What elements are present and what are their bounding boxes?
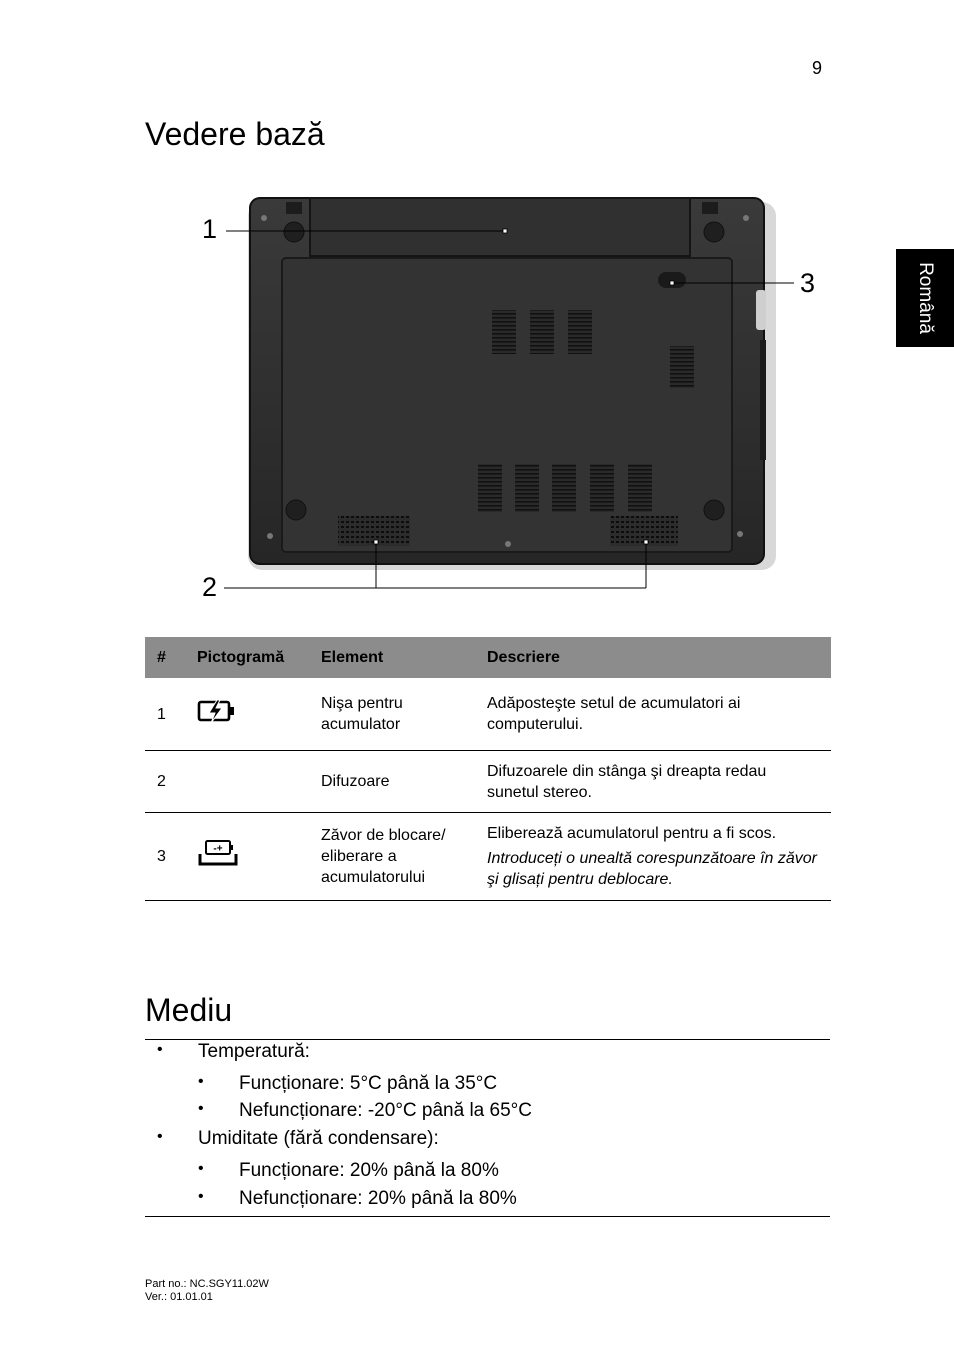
bullet-temp-operating: • Funcționare: 5°C până la 35°C [198, 1073, 498, 1094]
bullet-dot: • [198, 1188, 204, 1205]
bullet-humidity-operating: • Funcționare: 20% până la 80% [198, 1160, 499, 1181]
callout-3: 3 [800, 268, 816, 298]
section-bottom-rule [145, 1216, 830, 1217]
bullet-dot: • [157, 1128, 163, 1145]
table-row [145, 751, 831, 813]
bullet-temp-non-operating: • Nefuncționare: -20°C până la 65°C [198, 1100, 532, 1121]
row-description: Eliberează acumulatorul pentru a fi scos. [487, 825, 777, 842]
language-tab [896, 249, 954, 347]
callout-2: 2 [202, 572, 218, 602]
bullet-dot: • [198, 1073, 204, 1090]
bullet-dot: • [198, 1160, 204, 1177]
section-top-rule [145, 1039, 830, 1040]
row-description: Adăposteşte setul de acumulatori ai computerului. [475, 678, 831, 751]
row-icon-cell [185, 813, 309, 901]
battery-release-latch-icon [197, 838, 239, 870]
language-tab-label: Română [915, 262, 936, 334]
components-table [145, 637, 831, 901]
bullet-humidity: • Umiditate (fără condensare): [157, 1128, 439, 1149]
row-element: Zăvor de blocare/ eliberare a acumulatorului [309, 813, 475, 901]
row-number: 3 [145, 813, 185, 901]
row-description-cell [475, 813, 831, 901]
page-number: 9 [812, 58, 823, 78]
svg-text:-+: -+ [213, 843, 223, 854]
row-icon-cell [185, 678, 309, 751]
row-number: 1 [145, 678, 185, 751]
bullet-temperature: • Temperatură: [157, 1041, 310, 1062]
bullet-humidity-non-operating: • Nefuncționare: 20% până la 80% [198, 1188, 517, 1209]
header-element: Element [309, 637, 475, 678]
footer-part-number: Part no.: NC.SGY11.02W [145, 1278, 269, 1290]
row-number: 2 [145, 751, 185, 813]
laptop-bottom-illustration [190, 180, 830, 610]
row-description: Difuzoarele din stânga şi dreapta redau sunetul stereo. [475, 751, 831, 813]
row-description-note: Introduceți o unealtă corespunzătoare în zăvor şi glisați pentru deblocare. [487, 850, 817, 888]
table-header-row [145, 637, 831, 678]
footer-version: Ver.: 01.01.01 [145, 1291, 213, 1303]
battery-icon [197, 697, 237, 725]
bullet-dot: • [157, 1041, 163, 1058]
callout-1: 1 [202, 214, 218, 244]
table-row [145, 813, 831, 901]
row-element: Difuzoare [309, 751, 475, 813]
section-title-environment: Mediu [145, 992, 233, 1028]
footer [145, 1278, 269, 1304]
laptop-bottom-view-figure [190, 180, 830, 610]
table-row [145, 678, 831, 751]
section-title-base-view: Vedere bază [145, 116, 325, 152]
row-icon-cell [185, 751, 309, 813]
header-description: Descriere [475, 637, 831, 678]
bullet-dot: • [198, 1100, 204, 1117]
header-number: # [145, 637, 185, 678]
header-icon: Pictogramă [185, 637, 309, 678]
row-element: Nişa pentru acumulator [309, 678, 475, 751]
